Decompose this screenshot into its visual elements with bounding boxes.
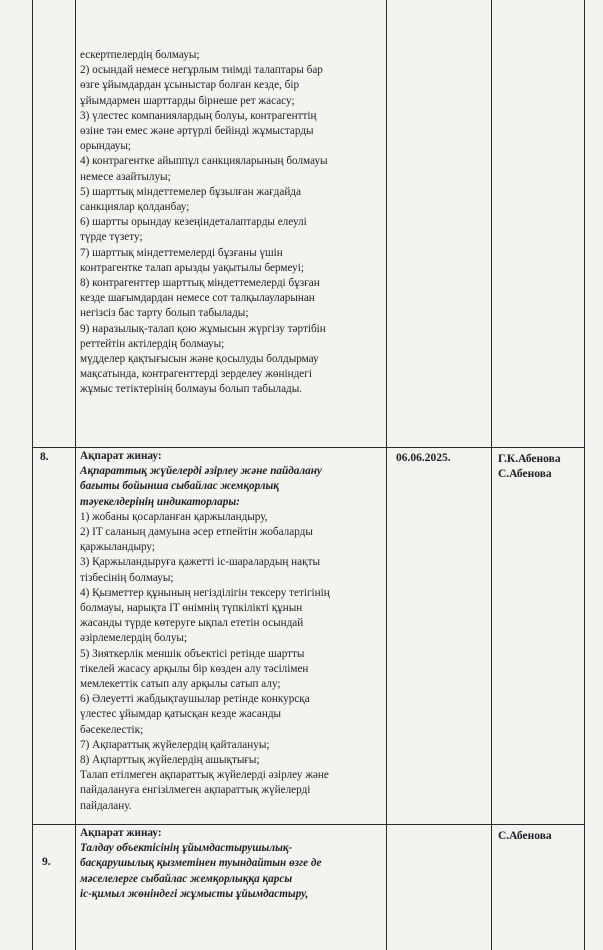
text-line: болмауы, нарықта IT өнімнің түпкілікті құнын [80,602,303,615]
text-line: мақсатында, контрагенттерді зерделеу жөніндегі [80,368,312,381]
row8-title-line: тәуекелдерінің индикаторлары: [80,495,240,508]
text-line: 6) Әлеуетті жабдықтаушылар ретінде конкурсқа [80,693,310,706]
text-line: өзге ұйымдардан ұсыныстар болған кезде, бір [80,79,300,92]
text-line: Талап етілмеген ақпараттық жүйелерді әзірлеу және [80,769,329,782]
text-line: өзіне тән емес және әртүрлі бейінді жұмыстарды [80,125,314,138]
text-line: үлестес ұйымдар қатысқан кезде жасанды [80,708,282,721]
table-row-divider [32,447,585,448]
text-line: пайдалануға енгізілмеген ақпараттық жүйелерді [80,784,311,797]
text-line: жұмыс тетіктерінің болмауы болып табылады. [80,383,303,396]
row9-responsible [498,829,552,844]
text-line: ескертпелердің болмауы; [80,49,200,61]
text-line: 8) контрагенттер шарттық міндеттемелерді бұзған [80,277,320,290]
text-line: негізсіз бас тарту болып табылады; [80,307,249,320]
row8-title-line: бағыты бойынша сыбайлас жемқорлық [80,480,279,493]
text-line: 7) Ақпараттық жүйелердің қайталануы; [80,738,270,751]
text-line: 6) шартты орындау кезеңіндеталаптарды елеулі [80,216,307,229]
table-column-divider [386,0,387,950]
text-line: орындауы; [80,140,131,153]
row9-content [80,826,321,902]
responsible-person: С.Абенова [498,830,552,842]
text-line: 1) жобаны қосарланған қаржыландыру, [80,510,268,523]
row9-title-line: мәселелерге сыбайлас жемқорлыққа қарсы [80,872,293,885]
text-line: 5) шарттық міндеттемелер бұзылған жағдайда [80,185,301,198]
row8-title-line: Ақпараттық жүйелерді әзірлеу және пайдалану [80,465,322,478]
row8-heading: Ақпарат жинау: [80,450,162,462]
row9-title-line: іс-қимыл жөніндегі жұмысты ұйымдастыру, [80,887,309,900]
text-line: жасанды түрде көтеруге ықпал ететін осындай [80,617,304,630]
text-line: тікелей жасасу арқылы бір көзден алу тәсілімен [80,662,309,675]
text-line: 3) Қаржыландыруға қажетті іс-шаралардың нақты [80,556,320,569]
text-line: 2) IT саланың дамуына әсер етпейтін жобаларды [80,526,313,539]
text-line: 5) Зияткерлік меншік объектісі ретінде шартты [80,647,305,660]
table-column-divider [75,0,76,950]
row7-content-continuation [80,48,328,398]
row8-content [80,449,330,814]
row9-title-line: Талдау объектісінің ұйымдастырушылық- [80,842,293,855]
text-line: немесе азайтылуы; [80,170,171,183]
text-line: кезде шағымдардан немесе сот талқылауларынан [80,292,315,305]
text-line: 9) наразылық-талап қою жұмысын жүргізу тәртібін [80,322,326,335]
text-line: 7) шарттық міндеттемелерді бұзғаны үшін [80,246,283,259]
table-column-divider [491,0,492,950]
table-row-divider [32,824,585,825]
text-line: мемлекеттік сатып алу арқылы сатып алу; [80,678,281,691]
text-line: 8) Ақпарттық жүйелердің ашықтығы; [80,754,260,767]
text-line: 2) осындай немесе негұрлым тиімді талаптары бар [80,64,323,77]
text-line: 4) Қызметтер құнының негізділігін тексеру тетігінің [80,586,330,599]
text-line: тізбесінің болмауы; [80,571,174,584]
row8-date: 06.06.2025. [396,452,451,464]
text-line: 3) үлестес компаниялардың болуы, контрагенттің [80,109,317,122]
row9-number: 9. [42,856,51,868]
text-line: қаржыландыру; [80,541,155,554]
text-line: санкциялар қолданбау; [80,201,190,214]
text-line: ұйымдармен шарттарды бірнеше рет жасасу; [80,94,295,107]
text-line: бәсекелестік; [80,723,144,736]
text-line: контрагентке талап арызды уақытылы бермеуі; [80,261,304,274]
table-border-right [584,0,585,950]
text-line: әзірлемелердің болуы; [80,632,188,645]
text-line: 4) контрагентке айыппұл санкцияларының болмауы [80,155,328,168]
text-line: мүдделер қақтығысын және қосылуды болдырмау [80,353,319,366]
text-line: түрде түзету; [80,231,143,244]
row9-heading: Ақпарат жинау: [80,827,162,839]
text-line: пайдалану. [80,799,132,812]
text-line: реттейтін актілердің болмауы; [80,337,225,350]
responsible-person: С.Абенова [498,468,552,480]
responsible-person: Г.К.Абенова [498,453,561,465]
row8-responsible [498,452,561,482]
row8-number: 8. [40,451,49,463]
table-border-left [32,0,33,950]
row9-title-line: басқарушылық қызметінен туындайтын өзге де [80,857,322,870]
